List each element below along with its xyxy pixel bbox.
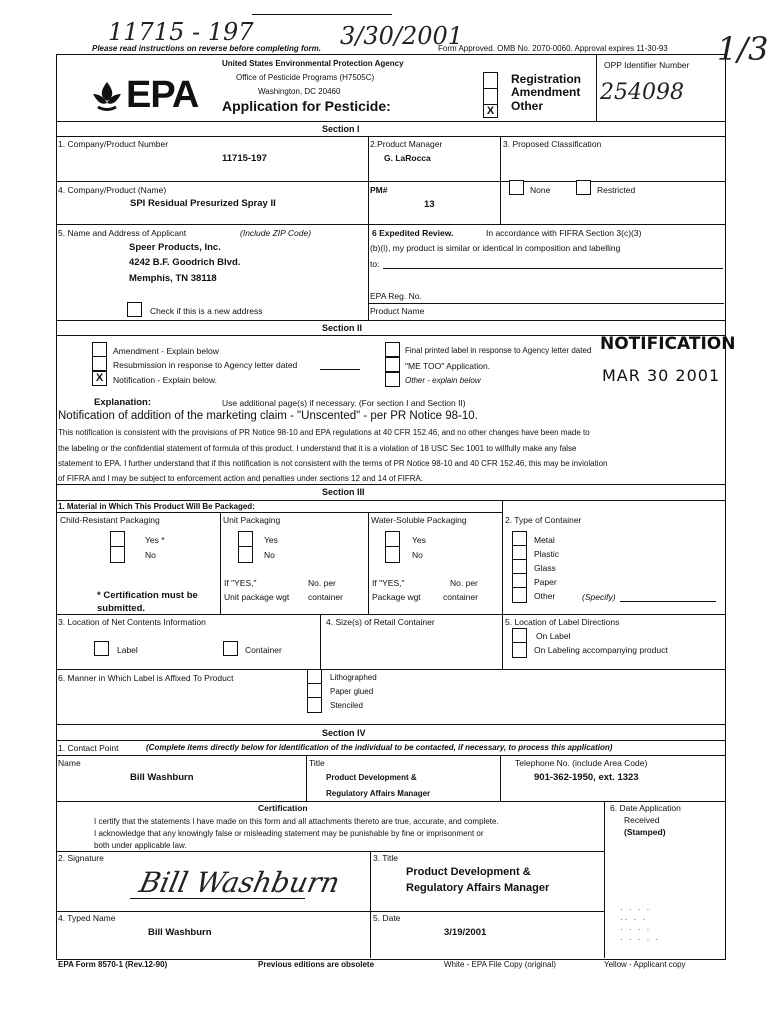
unit-no-label: No: [264, 550, 275, 560]
signature: Bill Washburn: [136, 866, 343, 899]
restricted-label: Restricted: [597, 185, 636, 195]
rule: [56, 320, 726, 321]
pm-label: PM#: [370, 185, 388, 195]
col-divider: [368, 512, 369, 614]
net-contents-label: 3. Location of Net Contents Information: [58, 617, 206, 627]
on-label-text: On Label: [536, 631, 571, 641]
checkbox-resubmission[interactable]: [92, 356, 107, 371]
rule: [56, 136, 726, 137]
date-value: 3/19/2001: [444, 927, 487, 938]
explanation-line-1: This notification is consistent with the provisions of PR Notice 98-10 and EPA regulations at 40 CFR 152.46, and no other changes have been made to: [58, 428, 590, 437]
typed-name: Bill Washburn: [148, 927, 212, 938]
water-if-yes: If "YES,": [372, 578, 405, 588]
checkbox-label-location[interactable]: [94, 641, 109, 656]
manner-stenciled: Stenciled: [330, 701, 363, 710]
retail-label: 4. Size(s) of Retail Container: [326, 617, 435, 627]
signature-underline: [130, 898, 305, 899]
applicant-line-3: Memphis, TN 38118: [129, 273, 217, 284]
section-i-title: Section I: [322, 124, 360, 134]
cert-note-1: * Certification must be: [97, 590, 198, 601]
product-name2-label: Product Name: [370, 306, 425, 316]
expedited-label: 6 Expedited Review.: [372, 228, 454, 238]
child-yes-label: Yes *: [145, 535, 165, 545]
checkbox-container-location[interactable]: [223, 641, 238, 656]
unit-if-yes: If "YES,": [224, 578, 257, 588]
container-glass: Glass: [534, 563, 556, 573]
unit-container: container: [308, 592, 343, 602]
name-label: Name: [58, 758, 81, 768]
col-divider: [370, 851, 371, 958]
date-received-label-2: Received: [624, 815, 660, 825]
certification-heading: Certification: [258, 803, 308, 813]
contact-name: Bill Washburn: [130, 772, 194, 783]
col-divider: [502, 614, 503, 669]
checkbox-other-explain[interactable]: [385, 372, 400, 387]
top-rule: [252, 14, 392, 15]
col-divider: [502, 500, 503, 614]
date-label: 5. Date: [373, 913, 401, 923]
title-label: Title: [309, 758, 325, 768]
rule: [56, 512, 502, 513]
unit-packaging-label: Unit Packaging: [223, 515, 281, 525]
rule: [56, 669, 726, 670]
rule: [368, 303, 724, 304]
signature-label: 2. Signature: [58, 853, 104, 863]
office-city: Washington, DC 20460: [258, 87, 341, 96]
contact-title-2: Regulatory Affairs Manager: [326, 789, 431, 798]
expedited-text-1: In accordance with FIFRA Section 3(c)(3): [486, 228, 642, 238]
footer-yellow-copy: Yellow - Applicant copy: [604, 960, 686, 969]
footer-form-number: EPA Form 8570-1 (Rev.12-90): [58, 960, 168, 969]
rule: [56, 484, 726, 485]
rule: [56, 181, 726, 182]
product-manager: G. LaRocca: [384, 153, 431, 163]
unit-no-per: No. per: [308, 578, 336, 588]
typed-name-label: 4. Typed Name: [58, 913, 116, 923]
rule: [56, 801, 726, 802]
checkbox-final-label[interactable]: [385, 342, 400, 357]
type-other-label: Other: [511, 99, 544, 113]
water-yes-label: Yes: [412, 535, 426, 545]
opp-number-handwritten: 254098: [600, 80, 684, 105]
contact-point-label: 1. Contact Point: [58, 743, 119, 753]
section-ii-title: Section II: [322, 323, 363, 333]
checkbox-stenciled[interactable]: [307, 697, 322, 713]
received-date-stamp: MAR 30 2001: [602, 366, 721, 385]
manner-paper-glued: Paper glued: [330, 687, 374, 696]
opp-divider: [596, 55, 597, 121]
unit-package-wgt: Unit package wgt: [224, 592, 290, 602]
container-type-label: 2. Type of Container: [505, 515, 582, 525]
child-no-label: No: [145, 550, 156, 560]
handwritten-date: 3/30/2001: [340, 22, 464, 50]
epa-reg-label: EPA Reg. No.: [370, 291, 422, 301]
zip-hint: (Include ZIP Code): [240, 228, 312, 238]
col-divider: [220, 512, 221, 614]
checkbox-other-container[interactable]: [512, 587, 527, 603]
explanation-hint: Use additional page(s) if necessary. (For section I and Section II): [222, 398, 466, 408]
manner-label: 6. Manner in Which Label is Affixed To Product: [58, 673, 234, 683]
rule: [56, 500, 726, 501]
expedited-text-3: to:: [370, 259, 380, 269]
checkbox-new-address[interactable]: [127, 302, 142, 317]
notification-stamp: NOTIFICATION: [600, 334, 736, 354]
footer-white-copy: White - EPA File Copy (original): [444, 960, 556, 969]
checkbox-restricted[interactable]: [576, 180, 591, 195]
explanation-line-3: statement to EPA. I further understand that if this notification is not consistent with the terms of PR Notice 98-10 and 40 CFR 152.46, this may be inviolation: [58, 459, 608, 468]
office-name: Office of Pesticide Programs (H7505C): [236, 73, 375, 82]
handwritten-page-fraction: 1/3: [717, 30, 769, 68]
checkbox-child-no[interactable]: [110, 546, 125, 563]
rule: [56, 121, 726, 122]
cert-line-1: I certify that the statements I have made on this form and all attachments thereto are true, accurate, and complete.: [94, 817, 499, 826]
instructions-text: Please read instructions on reverse before completing form.: [92, 44, 321, 53]
explanation-main: Notification of addition of the marketing claim - "Unscented" - per PR Notice 98-10.: [58, 410, 478, 422]
water-package-wgt: Package wgt: [372, 592, 421, 602]
specify-line: [620, 601, 716, 602]
checkbox-me-too[interactable]: [385, 357, 400, 372]
company-number-label: 1. Company/Product Number: [58, 139, 169, 149]
col-divider: [306, 755, 307, 801]
me-too-text: "ME TOO" Application.: [405, 361, 491, 371]
omb-text: Form Approved. OMB No. 2070-0060. Approval expires 11-30-93: [438, 44, 668, 53]
water-no-per: No. per: [450, 578, 478, 588]
checkbox-none[interactable]: [509, 180, 524, 195]
contact-hint: (Complete items directly below for identification of the individual to be contacted, if necessary, to process this application): [146, 743, 613, 752]
rule: [56, 911, 604, 912]
container-paper: Paper: [534, 577, 557, 587]
footer-obsolete: Previous editions are obsolete: [258, 960, 375, 969]
col-divider: [500, 755, 501, 801]
rule: [56, 851, 604, 852]
container-location-text: Container: [245, 645, 282, 655]
contact-title-1: Product Development &: [326, 773, 417, 782]
product-name-label: 4. Company/Product (Name): [58, 185, 167, 195]
explanation-line-4: of FIFRA and I may be subject to enforcement action and penalties under sections 12 and 14 of FIFRA.: [58, 474, 424, 483]
applicant-line-1: Speer Products, Inc.: [129, 242, 221, 253]
agency-name: United States Environmental Protection Agency: [222, 59, 404, 68]
amendment-explain-label: Amendment - Explain below: [113, 346, 219, 356]
opp-label: OPP Identifier Number: [604, 60, 690, 70]
container-plastic: Plastic: [534, 549, 560, 559]
explanation-line-2: the labeling or the confidential statement of formula of this product. I understand that it is a violation of 18 USC Sec 1001 to willfully make any false: [58, 444, 577, 453]
rule: [56, 224, 726, 225]
epa-flower-icon: [90, 79, 124, 113]
rule: [56, 740, 726, 741]
type-amendment-label: Amendment: [511, 85, 581, 99]
new-address-label: Check if this is a new address: [150, 306, 263, 316]
phone-number: 901-362-1950, ext. 1323: [534, 772, 639, 783]
pm-value: 13: [424, 199, 435, 210]
checkbox-amendment-explain[interactable]: [92, 342, 107, 357]
expedited-text-2: (b)(i), my product is similar or identical in composition and labelling: [370, 243, 621, 253]
checkbox-unit-no[interactable]: [238, 546, 253, 563]
notification-label: Notification - Explain below.: [113, 375, 217, 385]
container-metal: Metal: [534, 535, 555, 545]
rule: [56, 724, 726, 725]
cert-note-2: submitted.: [97, 603, 146, 614]
company-number: 11715-197: [222, 153, 267, 164]
title2-label: 3. Title: [373, 853, 399, 863]
applicant-line-2: 4242 B.F. Goodrich Blvd.: [129, 257, 241, 268]
product-manager-label: 2.Product Manager: [370, 139, 443, 149]
resubmission-label: Resubmission in response to Agency letter dated: [113, 360, 298, 370]
col-divider: [368, 136, 369, 321]
section-iv-title: Section IV: [322, 728, 366, 738]
checkbox-notification[interactable]: X: [92, 371, 107, 386]
water-soluble-label: Water-Soluble Packaging: [371, 515, 467, 525]
water-container: container: [443, 592, 478, 602]
product-name: SPI Residual Presurized Spray II: [130, 198, 276, 209]
other-explain-text: Other - explain below: [405, 376, 481, 385]
classification-label: 3. Proposed Classification: [503, 139, 602, 149]
cert-line-2: I acknowledge that any knowingly false or misleading statement may be punishable by fine or imprisonment or: [94, 829, 484, 838]
on-labeling-text: On Labeling accompanying product: [534, 645, 668, 655]
checkbox-water-no[interactable]: [385, 546, 400, 563]
specify-hint: (Specify): [582, 592, 616, 602]
directions-label: 5. Location of Label Directions: [505, 617, 620, 627]
water-no-label: No: [412, 550, 423, 560]
handwritten-file-number: 11715 - 197: [108, 18, 254, 46]
final-label-text: Final printed label in response to Agency letter dated: [405, 346, 592, 355]
none-label: None: [530, 185, 551, 195]
rule: [56, 755, 726, 756]
rule: [56, 614, 726, 615]
phone-label: Telephone No. (include Area Code): [515, 758, 648, 768]
type-registration-label: Registration: [511, 72, 582, 86]
stamp-residue: · · · · ·· · · · · · · · · · · ·: [620, 905, 661, 944]
label-location-text: Label: [117, 645, 138, 655]
form-title: Application for Pesticide:: [222, 98, 391, 114]
col-divider: [500, 136, 501, 224]
container-other: Other: [534, 591, 556, 601]
manner-lithographed: Lithographed: [330, 673, 377, 682]
date-line: [320, 369, 360, 370]
date-received-label-3: (Stamped): [624, 827, 666, 837]
date-received-label-1: 6. Date Application: [610, 803, 681, 813]
unit-yes-label: Yes: [264, 535, 278, 545]
cert-line-3: both under applicable law.: [94, 841, 187, 850]
epa-logo-text: EPA: [126, 74, 199, 116]
applicant-label: 5. Name and Address of Applicant: [58, 228, 187, 238]
epa-logo: [90, 74, 198, 117]
checkbox-other-type[interactable]: X: [483, 104, 498, 118]
material-label: 1. Material in Which This Product Will Be Packaged:: [58, 502, 255, 511]
checkbox-on-labeling[interactable]: [512, 642, 527, 658]
child-resistant-label: Child-Resistant Packaging: [60, 515, 160, 525]
explanation-label: Explanation:: [94, 397, 152, 408]
title2-value-2: Regulatory Affairs Manager: [406, 882, 550, 894]
col-divider: [604, 801, 605, 958]
expedited-line: [383, 268, 723, 269]
title2-value-1: Product Development &: [406, 866, 531, 878]
col-divider: [320, 614, 321, 669]
section-iii-title: Section III: [322, 487, 365, 497]
